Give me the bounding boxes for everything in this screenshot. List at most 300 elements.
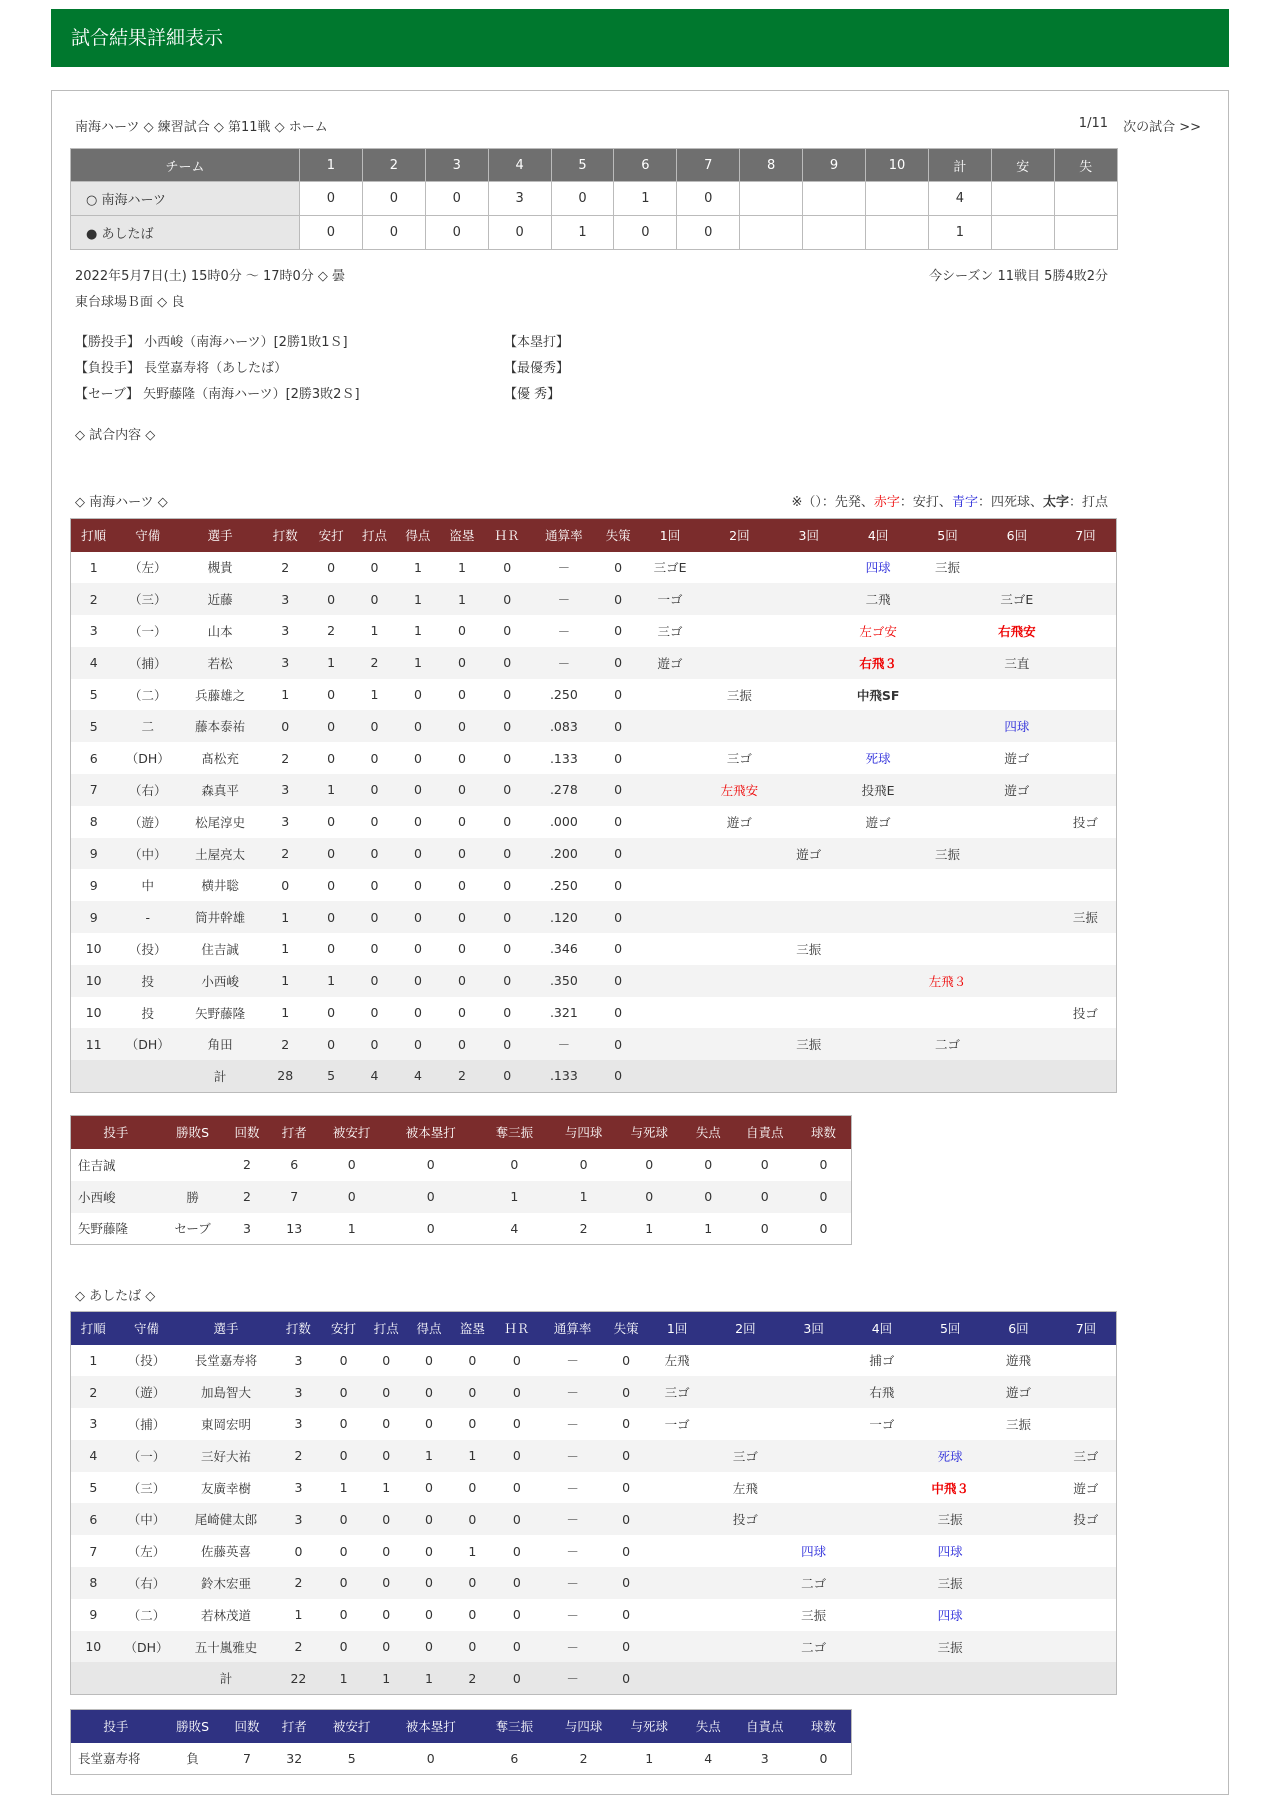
batting-header-cell: 守備 xyxy=(116,1312,178,1345)
at-bat-result xyxy=(1056,1599,1117,1631)
batting-cell: 0 xyxy=(512,1352,521,1368)
venue: 東台球場Ｂ面 ◇ 良 xyxy=(75,295,185,310)
pitching-cell: 7 xyxy=(243,1750,251,1766)
batting-cell: 0 xyxy=(327,941,336,957)
batting-header-cell: 3回 xyxy=(777,519,840,552)
at-bat-result xyxy=(845,1599,920,1631)
batting-cell: 0 xyxy=(468,1480,477,1496)
batting-cell: 0 xyxy=(425,1480,433,1496)
batting-header-cell: 選手 xyxy=(179,519,261,552)
batting-total-cell: 1 xyxy=(322,1662,365,1694)
at-bat-result xyxy=(639,997,702,1029)
batting-cell: 0 xyxy=(457,687,466,703)
score-header-cell: 4 xyxy=(488,149,551,182)
batting-cell: 0 xyxy=(450,1376,494,1408)
at-bat-result xyxy=(1055,647,1117,679)
score-cell: 3 xyxy=(488,182,551,216)
batting-cell: 8 xyxy=(89,814,98,830)
batting-cell: 0 xyxy=(484,583,530,615)
batting-cell: 1 xyxy=(281,941,290,957)
at-bat-result xyxy=(1056,1567,1117,1599)
at-bat-result xyxy=(1055,965,1117,997)
batter-name: 矢野藤隆 xyxy=(195,1005,246,1021)
batting-cell: － xyxy=(566,1544,579,1560)
at-bat-result: 二ゴ xyxy=(783,1567,845,1599)
batting-cell: 9 xyxy=(89,877,98,893)
batting-cell: 1 xyxy=(281,687,290,703)
batting-cell: 0 xyxy=(322,1440,365,1472)
score-cell xyxy=(991,216,1054,250)
batting-cell: 0 xyxy=(622,1352,631,1368)
pitching-cell: 0 xyxy=(796,1181,851,1213)
batting-cell: 0 xyxy=(382,1416,391,1432)
batting-cell: 0 xyxy=(396,901,439,933)
batting-cell: 0 xyxy=(408,1631,451,1663)
batting-cell: 3 xyxy=(275,1376,322,1408)
batting-cell: 5 xyxy=(89,1480,98,1496)
pitching-cell: 0 xyxy=(760,1220,769,1236)
pitching-cell: 0 xyxy=(426,1220,435,1236)
at-bat-result xyxy=(916,583,979,615)
at-bat-result xyxy=(639,742,702,774)
at-bat-result xyxy=(701,901,777,933)
batting-header-cell: 1回 xyxy=(639,519,702,552)
batting-cell: .083 xyxy=(530,710,598,742)
at-bat-result: 遊飛 xyxy=(1005,1353,1031,1369)
batting-total-cell: 0 xyxy=(598,1060,639,1092)
at-bat-result xyxy=(979,1028,1055,1060)
batting-cell: .120 xyxy=(530,901,598,933)
batting-cell: 10 xyxy=(71,1631,116,1663)
homerun-label: 【本塁打】 xyxy=(504,335,570,350)
batting-cell: 0 xyxy=(614,877,623,893)
home-pitching-table xyxy=(70,1115,852,1245)
batting-cell: 1 xyxy=(396,647,439,679)
at-bat-result: 三振 xyxy=(934,560,960,576)
batting-cell: 0 xyxy=(457,814,466,830)
batting-cell: （左） xyxy=(127,1544,166,1560)
home-team-title: ◇ 南海ハーツ ◇ xyxy=(75,495,168,510)
batting-cell: 0 xyxy=(622,1416,631,1432)
batting-cell: 0 xyxy=(396,838,439,870)
at-bat-result: 三振 xyxy=(919,1567,981,1599)
batting-cell: 0 xyxy=(413,750,422,766)
at-bat-result xyxy=(708,1345,783,1377)
score-cell: 0 xyxy=(614,216,677,250)
batting-cell: 0 xyxy=(598,774,639,806)
batting-total-cell: 計 xyxy=(177,1662,274,1694)
batting-cell: 0 xyxy=(294,1543,303,1559)
at-bat-result xyxy=(840,901,916,933)
batting-cell: .350 xyxy=(530,965,598,997)
at-bat-result xyxy=(1056,1376,1117,1408)
at-bat-result xyxy=(708,1376,783,1408)
batting-cell: （中） xyxy=(116,1503,178,1535)
batting-cell: 0 xyxy=(484,1028,530,1060)
batter-row xyxy=(71,742,1117,774)
pitching-header-cell: 球数 xyxy=(796,1116,851,1149)
at-bat-result: 遊ゴ xyxy=(865,814,891,830)
at-bat-result: 投飛E xyxy=(840,774,916,806)
batting-header-cell: 守備 xyxy=(116,519,179,552)
batting-header-cell: 7回 xyxy=(1056,1312,1117,1345)
batter-name: 尾崎健太郎 xyxy=(177,1503,274,1535)
at-bat-result xyxy=(639,710,702,742)
batting-cell: （DH） xyxy=(125,751,170,767)
legend-prefix: ※（）：先発、 xyxy=(791,495,874,510)
at-bat-result xyxy=(639,869,702,901)
at-bat-result xyxy=(646,1631,708,1663)
batting-header-cell: 得点 xyxy=(408,1312,451,1345)
batting-cell: － xyxy=(539,1567,605,1599)
batting-cell: 3 xyxy=(89,1416,98,1432)
batting-cell: 0 xyxy=(396,965,439,997)
batting-cell: 0 xyxy=(425,1543,433,1559)
batting-header-cell: ＨＲ xyxy=(484,519,530,552)
batting-cell: （中） xyxy=(116,838,179,870)
score-cell: 0 xyxy=(300,182,363,216)
at-bat-result: 右飛安 xyxy=(998,623,1036,639)
batting-cell: .000 xyxy=(549,814,578,830)
at-bat-result: 遊ゴ xyxy=(726,814,752,830)
batting-cell: 0 xyxy=(440,647,485,679)
score-cell: 4 xyxy=(928,182,991,216)
batting-cell: （三） xyxy=(116,583,179,615)
pitching-cell: 2 xyxy=(243,1157,251,1172)
pitching-cell: 0 xyxy=(704,1157,713,1172)
batting-cell: 0 xyxy=(339,1352,348,1368)
batter-row xyxy=(71,647,1117,679)
score-cell xyxy=(803,216,866,250)
batting-cell: 0 xyxy=(503,559,512,575)
batting-cell: .250 xyxy=(549,877,578,893)
batter-row xyxy=(71,1567,1117,1599)
batter-name: 兵藤雄之 xyxy=(195,687,246,703)
batting-header-cell: 盗塁 xyxy=(440,519,485,552)
at-bat-result xyxy=(919,1376,981,1408)
at-bat-result xyxy=(840,869,916,901)
pitching-cell: 負 xyxy=(186,1751,199,1767)
batter-row xyxy=(71,1472,1117,1504)
batting-cell: 0 xyxy=(370,559,379,575)
batting-header-cell: 2回 xyxy=(708,1312,783,1345)
batting-total-cell: 1 xyxy=(408,1662,451,1694)
batting-cell: 0 xyxy=(457,623,466,639)
batting-cell: 2 xyxy=(71,1376,116,1408)
batting-cell: 0 xyxy=(614,559,623,575)
pitching-header-cell: 与死球 xyxy=(615,1710,683,1743)
score-cell: 0 xyxy=(488,216,551,250)
pitching-cell: 0 xyxy=(819,1220,828,1236)
at-bat-result xyxy=(981,1599,1056,1631)
batting-total-cell xyxy=(71,1662,116,1694)
batting-cell: 0 xyxy=(598,583,639,615)
at-bat-result xyxy=(639,933,702,965)
batting-cell: 2 xyxy=(275,1567,322,1599)
batting-cell: 2 xyxy=(327,623,336,639)
score-cell: 0 xyxy=(362,216,425,250)
pitcher-row xyxy=(71,1213,852,1245)
batting-cell: 1 xyxy=(413,559,422,575)
batting-cell: 0 xyxy=(353,965,396,997)
scoreboard xyxy=(70,148,1118,250)
at-bat-result xyxy=(708,1567,783,1599)
pitching-cell: 6 xyxy=(510,1750,519,1766)
pitcher-name: 小西峻 xyxy=(71,1181,161,1213)
batting-header-cell: 7回 xyxy=(1055,519,1117,552)
batting-cell: 0 xyxy=(457,750,466,766)
batter-name: 近藤 xyxy=(179,583,261,615)
batting-total-cell: － xyxy=(539,1662,605,1694)
batting-cell: 0 xyxy=(606,1440,646,1472)
at-bat-result: 投ゴ xyxy=(1072,1005,1098,1021)
at-bat-result xyxy=(777,679,840,711)
at-bat-result xyxy=(840,933,916,965)
pitching-header-cell: 失点 xyxy=(683,1710,733,1743)
batter-row xyxy=(71,774,1117,806)
batting-cell: 0 xyxy=(396,710,439,742)
at-bat-result xyxy=(783,1503,845,1535)
batter-row xyxy=(71,806,1117,838)
season-record: 今シーズン 11戦目 5勝4敗2分 xyxy=(929,269,1108,284)
at-bat-result xyxy=(916,806,979,838)
at-bat-result xyxy=(916,742,979,774)
at-bat-result xyxy=(840,838,916,870)
batting-cell: 0 xyxy=(468,1607,477,1623)
pitching-header-cell: 被安打 xyxy=(319,1710,385,1743)
batting-total-cell xyxy=(840,1060,916,1092)
batting-cell: 2 xyxy=(281,559,290,575)
at-bat-result xyxy=(1056,1345,1117,1377)
batting-total-cell xyxy=(646,1662,708,1694)
batting-cell: 0 xyxy=(450,1503,494,1535)
at-bat-result xyxy=(979,869,1055,901)
batter-name: 加島智大 xyxy=(177,1376,274,1408)
score-cell xyxy=(1054,216,1117,250)
batting-cell: － xyxy=(566,1416,579,1432)
batter-name: 角田 xyxy=(179,1028,261,1060)
batting-cell: （DH） xyxy=(116,1028,179,1060)
at-bat-result xyxy=(1055,583,1117,615)
batting-cell: 1 xyxy=(309,647,352,679)
pitching-header-cell: 勝敗S xyxy=(161,1116,225,1149)
batting-cell: 0 xyxy=(598,838,639,870)
batting-cell: 0 xyxy=(457,941,466,957)
at-bat-result xyxy=(639,679,702,711)
batting-total-cell: 4 xyxy=(396,1060,439,1092)
at-bat-result: 死球 xyxy=(865,751,891,767)
batting-cell: 3 xyxy=(294,1416,303,1432)
at-bat-result xyxy=(1055,742,1117,774)
batting-cell: 0 xyxy=(365,1631,408,1663)
batting-cell: 0 xyxy=(413,814,422,830)
batting-cell: 0 xyxy=(382,1352,391,1368)
pitching-cell: 2 xyxy=(579,1220,588,1236)
at-bat-result: 捕ゴ xyxy=(869,1353,895,1369)
batter-name: 横井聡 xyxy=(201,878,239,894)
pitching-cell: 1 xyxy=(704,1220,713,1236)
batter-row xyxy=(71,1503,1117,1535)
batting-cell: 0 xyxy=(494,1376,539,1408)
at-bat-result: 三ゴ xyxy=(657,623,683,639)
next-game-link[interactable]: 次の試合 >> xyxy=(1123,120,1201,135)
batter-row xyxy=(71,679,1117,711)
pitching-cell: 2 xyxy=(224,1181,269,1213)
pitching-cell: 1 xyxy=(645,1750,654,1766)
batting-cell: 6 xyxy=(89,750,98,766)
batting-cell: （一） xyxy=(116,1440,178,1472)
legend-mid1: ：安打、 xyxy=(899,495,952,510)
excellent-label: 【優 秀】 xyxy=(504,387,561,402)
win-pitcher: 【勝投手】 小西峻（南海ハーツ）[2勝1敗1Ｓ] xyxy=(75,335,348,350)
batting-cell: － xyxy=(566,1353,579,1369)
at-bat-result: 左飛３ xyxy=(916,965,979,997)
score-cell xyxy=(740,182,803,216)
batting-header-cell: 打点 xyxy=(365,1312,408,1345)
batting-header-cell: 失策 xyxy=(606,1312,646,1345)
batting-cell: 0 xyxy=(468,1352,477,1368)
at-bat-result xyxy=(646,1472,708,1504)
at-bat-result xyxy=(701,552,777,584)
batting-cell: 0 xyxy=(484,965,530,997)
batting-cell: 0 xyxy=(598,965,639,997)
score-cell: 0 xyxy=(677,216,740,250)
batter-name: 小西峻 xyxy=(179,965,261,997)
at-bat-result xyxy=(916,869,979,901)
at-bat-result: 三ゴ xyxy=(646,1376,708,1408)
batting-cell: 1 xyxy=(309,965,352,997)
batter-name: 友廣幸樹 xyxy=(201,1480,252,1496)
batting-cell: 1 xyxy=(89,559,98,575)
batter-name: 若林茂道 xyxy=(201,1607,252,1623)
at-bat-result xyxy=(777,806,840,838)
batting-cell: 0 xyxy=(339,1416,348,1432)
batter-row xyxy=(71,965,1117,997)
at-bat-result xyxy=(916,710,979,742)
batting-cell: － xyxy=(530,583,598,615)
batting-cell: 0 xyxy=(494,1567,539,1599)
score-cell xyxy=(866,182,929,216)
pitching-cell: 1 xyxy=(477,1181,552,1213)
batter-name: 土屋亮太 xyxy=(179,838,261,870)
batting-cell: 0 xyxy=(494,1631,539,1663)
batting-cell: 0 xyxy=(512,1416,521,1432)
batting-header-cell: 打数 xyxy=(261,519,309,552)
pitching-cell: 0 xyxy=(733,1181,796,1213)
batter-row xyxy=(71,1440,1117,1472)
at-bat-result xyxy=(981,1472,1056,1504)
pitcher-name: 矢野藤隆 xyxy=(78,1221,129,1237)
at-bat-result xyxy=(701,1028,777,1060)
legend-suffix: ：打点 xyxy=(1068,495,1108,510)
at-bat-result xyxy=(981,1567,1056,1599)
batting-cell: （投） xyxy=(128,941,167,957)
batter-row xyxy=(71,997,1117,1029)
batting-header-cell: 4回 xyxy=(845,1312,920,1345)
at-bat-result: 一ゴ xyxy=(639,583,702,615)
at-bat-result xyxy=(701,583,777,615)
batter-name: 住吉誠 xyxy=(201,941,239,957)
at-bat-result xyxy=(916,679,979,711)
at-bat-result: 左飛 xyxy=(664,1353,690,1369)
at-bat-result: 三ゴ xyxy=(1056,1440,1117,1472)
at-bat-result: 投ゴ xyxy=(1056,1503,1117,1535)
batting-cell: 0 xyxy=(468,1416,477,1432)
at-bat-result xyxy=(639,774,702,806)
batting-cell: 0 xyxy=(503,1005,512,1021)
batting-cell: 0 xyxy=(370,750,379,766)
at-bat-result: 左飛 xyxy=(732,1480,758,1496)
batter-row xyxy=(71,1599,1117,1631)
batting-cell: 2 xyxy=(275,1440,322,1472)
batting-cell: （投） xyxy=(127,1353,166,1369)
batter-row xyxy=(71,710,1117,742)
batting-cell: 0 xyxy=(396,1028,439,1060)
at-bat-result xyxy=(919,1345,981,1377)
at-bat-result xyxy=(701,997,777,1029)
batting-cell: 0 xyxy=(425,1352,433,1368)
at-bat-result xyxy=(979,552,1055,584)
pitching-header-cell: 投手 xyxy=(71,1710,161,1743)
at-bat-result xyxy=(783,1408,845,1440)
batting-cell: 3 xyxy=(281,623,290,639)
batting-total-cell xyxy=(71,1060,117,1092)
at-bat-result: 左飛安 xyxy=(701,774,777,806)
batting-header-cell: 打数 xyxy=(275,1312,322,1345)
at-bat-result xyxy=(1055,838,1117,870)
batting-cell: 0 xyxy=(440,774,485,806)
batting-total-cell xyxy=(1055,1060,1117,1092)
batting-header-cell: 5回 xyxy=(916,519,979,552)
pitching-header-cell: 被安打 xyxy=(319,1116,385,1149)
batting-cell: 0 xyxy=(622,1607,631,1623)
batting-cell: 0 xyxy=(606,1503,646,1535)
batting-cell: － xyxy=(557,623,571,639)
batter-name: 森真平 xyxy=(179,774,261,806)
score-header-cell: チーム xyxy=(71,149,300,182)
pitcher-row xyxy=(71,1743,852,1775)
batting-cell: 8 xyxy=(71,1567,116,1599)
at-bat-result xyxy=(845,1472,920,1504)
page-header xyxy=(51,9,1229,67)
at-bat-result xyxy=(708,1535,783,1567)
at-bat-result: 遊ゴ xyxy=(1004,751,1030,767)
batting-cell: 0 xyxy=(606,1631,646,1663)
score-header-cell: 6 xyxy=(614,149,677,182)
batting-total-cell xyxy=(916,1060,979,1092)
batting-cell: 0 xyxy=(494,1440,539,1472)
batter-name: 筒井幹雄 xyxy=(179,901,261,933)
at-bat-result: 左ゴ安 xyxy=(859,623,897,639)
batter-row xyxy=(71,869,1117,901)
batting-total-cell: 2 xyxy=(440,1060,485,1092)
at-bat-result: 投ゴ xyxy=(1072,814,1098,830)
at-bat-result xyxy=(840,710,916,742)
batting-cell: 1 xyxy=(370,687,379,703)
batter-row xyxy=(71,838,1117,870)
batting-cell: 0 xyxy=(309,1028,352,1060)
batting-cell: 9 xyxy=(89,1607,98,1623)
page-title: 試合結果詳細表示 xyxy=(71,27,224,49)
pitching-cell: 0 xyxy=(385,1181,477,1213)
batting-total-cell xyxy=(845,1662,920,1694)
batting-cell: 0 xyxy=(614,623,623,639)
batting-cell: 0 xyxy=(484,710,530,742)
pitching-cell: 1 xyxy=(552,1181,616,1213)
batter-name: 山本 xyxy=(207,623,233,639)
game-pager: 1/11 xyxy=(1078,116,1108,131)
pitching-cell: 7 xyxy=(270,1181,319,1213)
